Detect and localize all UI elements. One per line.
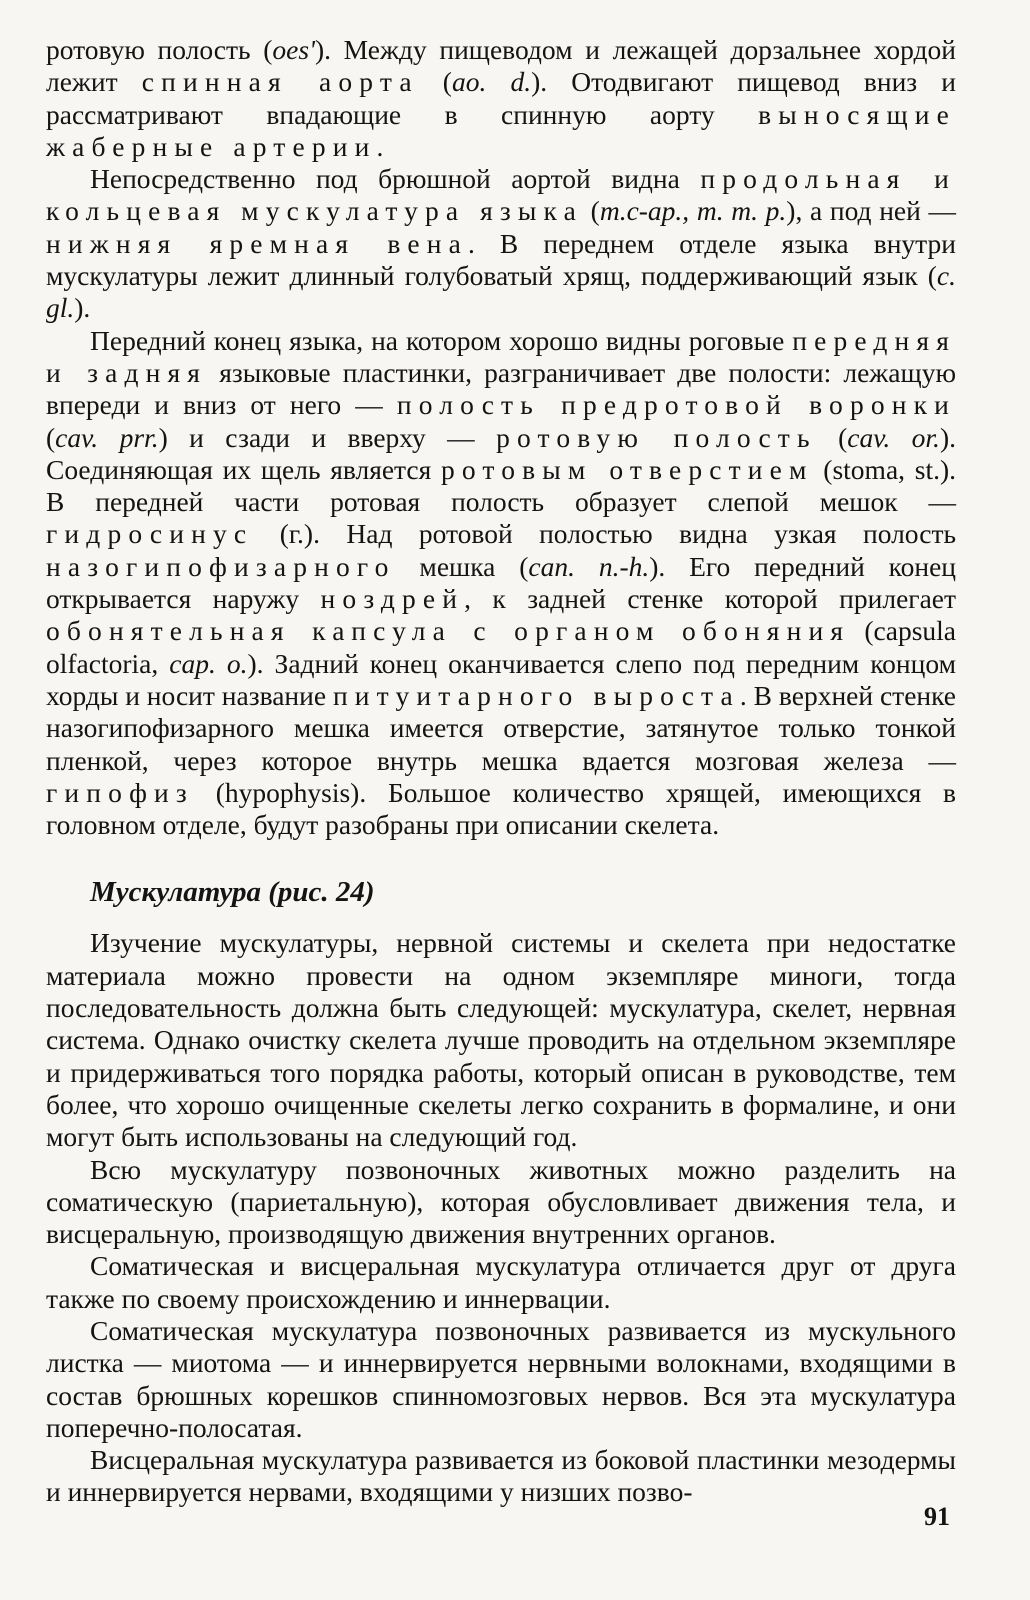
text-run: (capsula olfactoria, (46, 615, 957, 679)
text-run: ). Между пищеводом и лежащей дорзальнее хордой лежит (46, 34, 956, 98)
emphasized-term: гидросинус (46, 518, 254, 550)
text-block-top (46, 34, 956, 841)
emphasized-term: гипофиз (46, 776, 194, 808)
paragraph (46, 1154, 956, 1251)
paragraph (46, 34, 956, 163)
page-number: 91 (924, 1502, 950, 1531)
emphasized-term: ротовую полость (496, 421, 817, 453)
paragraph (46, 927, 956, 1153)
text-run: Висцеральная мускулатура развивается из боковой пластинки мезодермы и иннервируется нервами, входящими у низших позво- (46, 1444, 956, 1508)
abbreviation: cav. or. (847, 421, 940, 453)
emphasized-term: передняя и задняя (46, 324, 956, 388)
abbreviation: cap. o. (169, 647, 248, 679)
paragraph (46, 1315, 956, 1444)
text-run: . В переднем отделе языка внутри мускулатуры лежит длинный голубоватый хрящ, поддерживающий язык ( (46, 227, 956, 292)
emphasized-term: ротовым отверстием (441, 453, 814, 485)
text-run: . В верхней стенке назогипофизарного мешка имеется отверстие, затянутое только тонкой пленкой, через которое внутрь мешка вдается мозговая железа — (46, 679, 957, 776)
emphasized-term: спинная аорта (141, 66, 419, 98)
text-run: ). Задний конец оканчивается слепо под передним концом хорды и носит название (46, 647, 956, 711)
text-run: ( (816, 421, 848, 453)
text-run: ). (74, 292, 91, 324)
emphasized-term: выносящие жаберные артерии (46, 98, 956, 162)
text-run: Непосредственно под брюшной аортой видна (90, 163, 701, 195)
text-run: Всю мускулатуру позвоночных животных можно разделить на соматическую (париетальную), которая обусловливает движения тела, и висцеральную, производящую движения внутренних органов. (46, 1153, 956, 1250)
emphasized-term: продольная и кольцевая мускулатура языка (46, 163, 956, 227)
abbreviation: c. gl. (46, 260, 956, 324)
paragraph (46, 1444, 956, 1509)
text-run: (hypophysis). Большое количество хрящей, имеющихся в головном отделе, будут разобраны при описании скелета. (46, 776, 956, 841)
text-run: ). Его передний конец открывается наружу (46, 550, 956, 615)
text-run: ротовую полость ( (46, 34, 273, 65)
abbreviation: ao. d. (451, 66, 532, 98)
text-run: (stoma, st.). В передней части ротовая полость образует слепой мешок — (46, 453, 957, 518)
emphasized-term: назогипофизарного (46, 550, 396, 582)
abbreviation: can. n.-h. (528, 550, 650, 582)
text-run: ( (583, 195, 600, 227)
text-run: . (376, 130, 384, 162)
text-run: Передний конец языка, на котором хорошо видны роговые (90, 324, 793, 356)
text-run: ). Отодвигают пищевод вниз и рассматривают впадающие в спинную аорту (46, 66, 956, 130)
text-run: ). Соединяющая их щель является (46, 421, 956, 485)
emphasized-term: ноздрей (320, 583, 465, 615)
emphasized-term: полость предротовой воронки (396, 389, 956, 421)
text-run: Соматическая и висцеральная мускулатура отличается друг от друга также по своему происхождению и иннервации. (46, 1250, 956, 1314)
emphasized-term: нижняя яремная вена (46, 227, 468, 259)
paragraph (46, 163, 956, 324)
text-run: ( (46, 421, 56, 453)
text-run: Соматическая мускулатура позвоночных развивается из мускульного листка — миотома — и иннервируется нервными волокнами, входящими в состав брюшных корешков спинномозговых нервов. Вся эта мускулатура поперечно-полосатая. (46, 1314, 956, 1443)
text-run: ), а под ней — (786, 195, 956, 227)
text-run: языковые пластинки, разграничивает две полости: лежащую впереди и вниз от него — (46, 356, 956, 421)
paragraph (46, 1250, 956, 1315)
page-body (46, 34, 956, 1509)
abbreviation: m.c-ap., m. m. p. (599, 195, 787, 227)
text-run: Изучение мускулатуры, нервной системы и скелета при недостатке материала можно провести на одном экземпляре миноги, тогда последовательность должна быть следующей: мускулатура, скелет, нервная система. Однако очистку скелета лучше проводить на отдельном экземпляре и придерживаться того порядка работы, который описан в руководстве, тем более, что хорошо очищенные скелеты легко сохранить в формалине, и они могут быть использованы на следующий год. (46, 927, 956, 1153)
text-run: ) и сзади и вверху — (158, 421, 497, 453)
section-heading: Мускулатура (рис. 24) (90, 876, 375, 909)
text-block-bottom (46, 927, 956, 1508)
paragraph (46, 325, 956, 842)
text-run: (г.). Над ротовой полостью видна узкая полость (253, 518, 956, 550)
text-run: мешка ( (395, 550, 529, 582)
abbreviation: oes' (272, 34, 315, 65)
text-run: , к задней стенке которой прилегает (464, 583, 956, 615)
text-run: ( (418, 66, 452, 98)
emphasized-term: питуитарного выроста (332, 679, 740, 711)
emphasized-term: обонятельная капсула с органом обоняния (46, 615, 851, 647)
abbreviation: cav. prr. (55, 421, 159, 453)
